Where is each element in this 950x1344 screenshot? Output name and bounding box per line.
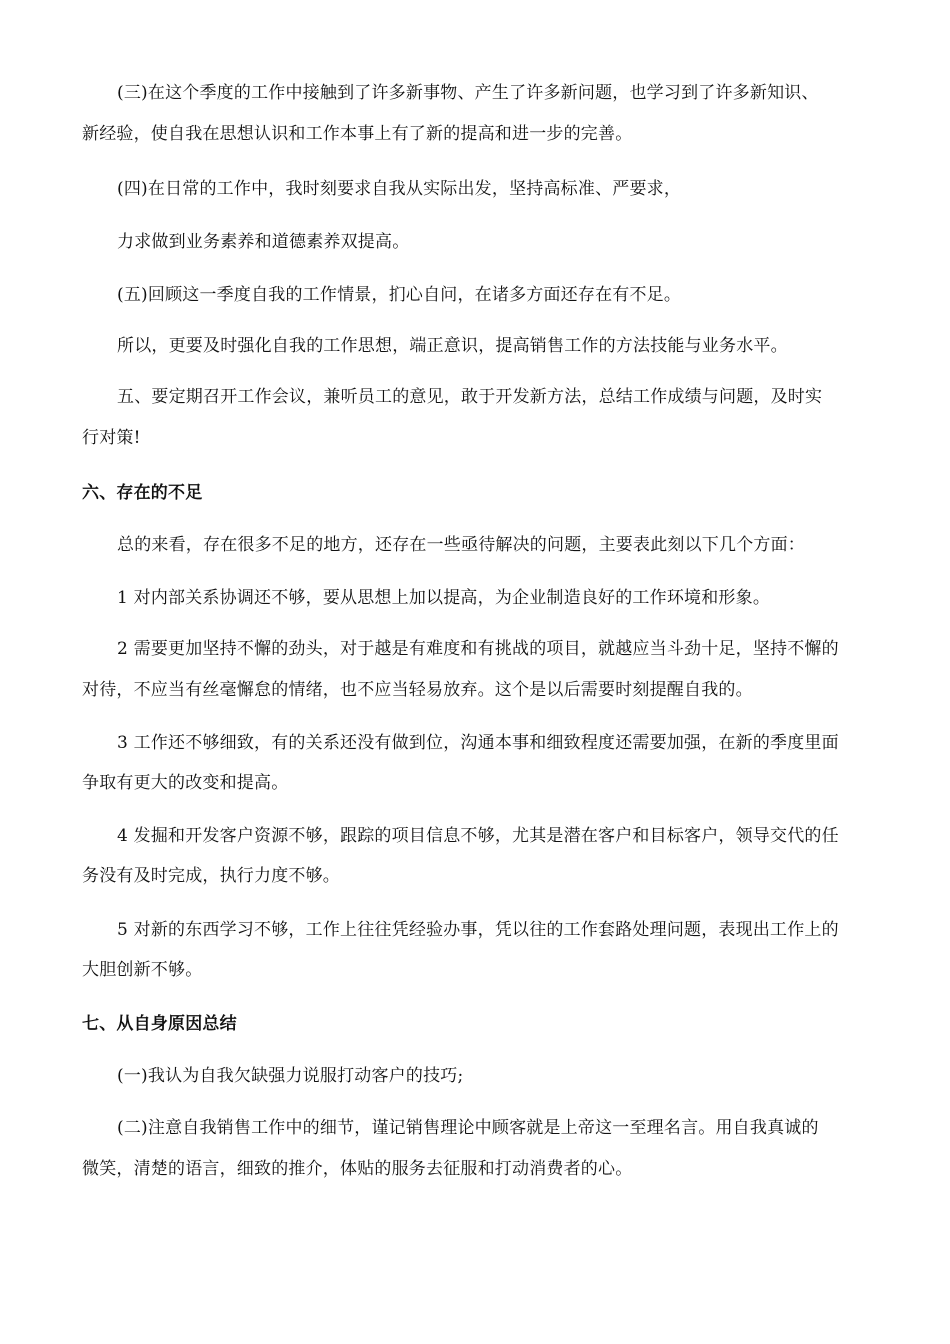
section-6-item-2-line-1: 2 需要更加坚持不懈的劲头，对于越是有难度和有挑战的项目，就越应当斗劲十足，坚持不懈的	[117, 639, 839, 659]
section-6-item-5-line-2: 大胆创新不够。	[82, 960, 203, 980]
section-6-item-4-line-2: 务没有及时完成，执行力度不够。	[82, 866, 340, 886]
paragraph-five-line-1: 五、要定期召开工作会议，兼听员工的意见，敢于开发新方法，总结工作成绩与问题，及时实	[117, 387, 823, 407]
paragraph-3-line-1: (三)在这个季度的工作中接触到了许多新事物、产生了许多新问题，也学习到了许多新知识、	[117, 83, 819, 103]
section-6-item-3-line-2: 争取有更大的改变和提高。	[82, 773, 289, 793]
paragraph-five-line-2: 行对策!	[82, 428, 141, 448]
section-7-heading: 七、从自身原因总结	[82, 1014, 237, 1034]
section-6-item-5-line-1: 5 对新的东西学习不够，工作上往往凭经验办事，凭以往的工作套路处理问题，表现出工作上的	[117, 920, 839, 940]
section-6-item-1-line-1: 1 对内部关系协调还不够，要从思想上加以提高，为企业制造良好的工作环境和形象。	[117, 588, 771, 608]
section-6-item-3-line-1: 3 工作还不够细致，有的关系还没有做到位，沟通本事和细致程度还需要加强，在新的季度里面	[117, 733, 839, 753]
section-7-item-2-line-1: (二)注意自我销售工作中的细节，谨记销售理论中顾客就是上帝这一至理名言。用自我真诚的	[117, 1118, 819, 1138]
section-7-item-2-line-2: 微笑，清楚的语言，细致的推介，体贴的服务去征服和打动消费者的心。	[82, 1159, 633, 1179]
paragraph-3-line-2: 新经验，使自我在思想认识和工作本事上有了新的提高和进一步的完善。	[82, 124, 633, 144]
paragraph-5-line-1: (五)回顾这一季度自我的工作情景，扪心自问，在诸多方面还存在有不足。	[117, 285, 682, 305]
paragraph-4-line-2: 力求做到业务素养和道德素养双提高。	[117, 232, 410, 252]
section-6-item-2-line-2: 对待，不应当有丝毫懈怠的情绪，也不应当轻易放弃。这个是以后需要时刻提醒自我的。	[82, 680, 753, 700]
paragraph-therefore-line-1: 所以，更要及时强化自我的工作思想，端正意识，提高销售工作的方法技能与业务水平。	[117, 336, 788, 356]
section-7-item-1-line-1: (一)我认为自我欠缺强力说服打动客户的技巧;	[117, 1066, 464, 1086]
paragraph-4-line-1: (四)在日常的工作中，我时刻要求自我从实际出发，坚持高标准、严要求，	[117, 179, 682, 199]
section-6-intro: 总的来看，存在很多不足的地方，还存在一些亟待解决的问题，主要表此刻以下几个方面：	[117, 535, 805, 555]
section-6-item-4-line-1: 4 发掘和开发客户资源不够，跟踪的项目信息不够，尤其是潜在客户和目标客户，领导交代的任	[117, 826, 839, 846]
section-6-heading: 六、存在的不足	[82, 483, 203, 503]
